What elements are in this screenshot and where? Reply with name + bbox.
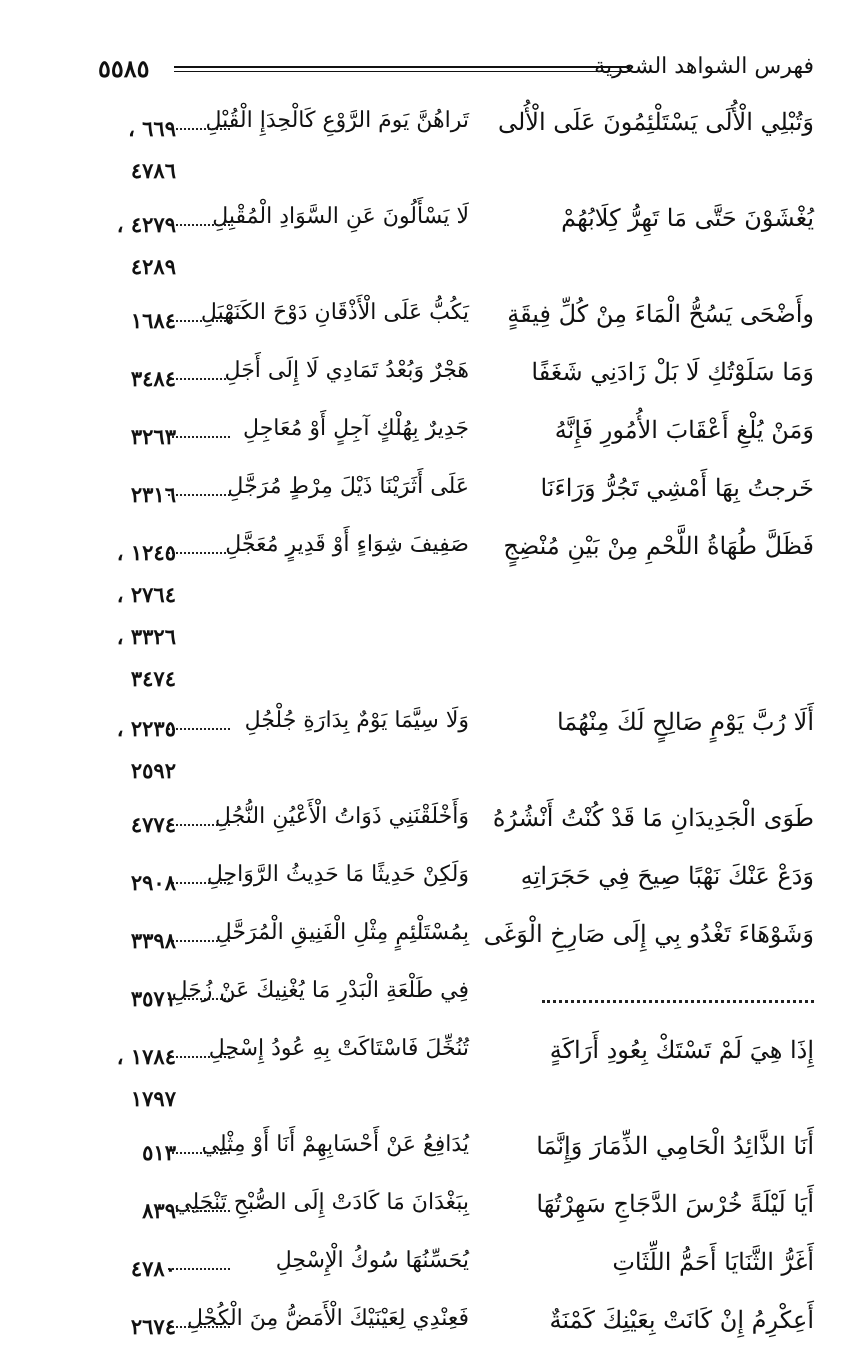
- second-hemistich: فَعِنْدِي لِعَيْنَيْكَ الْأَمَضُّ مِنَ الْكُحْلِ: [186, 1306, 469, 1331]
- verse-row: [98, 300, 814, 358]
- reference-numbers: [98, 532, 176, 700]
- verse-row: [98, 108, 814, 204]
- verse-row: [98, 978, 814, 1036]
- second-hemistich: بِبَغْدَانَ مَا كَادَتْ إِلَى الصُّبْحِ تَنْجَلِي: [174, 1190, 469, 1215]
- second-hemistich: وَلَا سِيَّمَا يَوْمٌ بِدَارَةِ جُلْجُلِ: [244, 708, 469, 733]
- second-hemistich: لَا يَسْأَلُونَ عَنِ السَّوَادِ الْمُقْبِلِ: [212, 204, 469, 229]
- second-hemistich: يُدَافِعُ عَنْ أَحْسَابِهِمْ أَنَا أَوْ مِثْلِي: [201, 1132, 469, 1157]
- verse-row: [98, 204, 814, 300]
- reference-number: ٤٢٨٩: [130, 254, 176, 279]
- leader-dots: [168, 1056, 230, 1058]
- second-hemistich: تَراهُنَّ يَومَ الرَّوْعِ كَالْحِدَإِ الْقُبْلِ: [205, 108, 469, 133]
- second-hemistich: جَدِيرٌ بِهُلْكٍ آجِلٍ أَوْ مُعَاجِلِ: [243, 416, 469, 441]
- reference-numbers: [98, 804, 176, 846]
- verse-row: [98, 920, 814, 978]
- reference-number: ٤٧٨٠: [130, 1256, 176, 1281]
- reference-numbers: [98, 474, 176, 516]
- first-hemistich: وَدَعْ عَنْكَ نَهْبًا صِيحَ فِي حَجَرَاتِهِ: [520, 862, 814, 890]
- second-hemistich: فِي طَلْعَةِ الْبَدْرِ مَا يُغْنِيكَ عَنْ زُحَلِ: [171, 978, 469, 1003]
- reference-number: ٣٣٩٨: [130, 928, 176, 953]
- reference-number: ١٢٤٥ ،: [116, 540, 176, 565]
- running-title: فهرس الشواهد الشعرية: [594, 54, 814, 79]
- first-hemistich: خَرجتُ بِهَا أَمْشِي تَجُرُّ وَرَاءَنَا: [540, 474, 814, 502]
- first-hemistich: إِذَا هِيَ لَمْ تَسْتَكْ بِعُودِ أَرَاكَةٍ: [549, 1036, 814, 1064]
- reference-numbers: [98, 1132, 176, 1174]
- reference-numbers: [98, 862, 176, 904]
- reference-number: ٢٥٩٢: [130, 758, 176, 783]
- reference-number: ١٦٨٤: [130, 308, 176, 333]
- first-hemistich: وأَضْحَى يَسُحُّ الْمَاءَ مِنْ كُلِّ فِيقَةٍ: [507, 300, 814, 328]
- reference-number: ٢٧٦٤ ،: [116, 582, 176, 607]
- reference-number: ٢٦٧٤: [130, 1314, 176, 1339]
- leader-dots: [168, 940, 230, 942]
- first-hemistich: طَوَى الْجَدِيدَانِ مَا قَدْ كُنْتُ أَنْشُرُهُ: [492, 804, 814, 832]
- leader-dots: [168, 728, 230, 730]
- second-hemistich: هَجْرٌ وَبُعْدُ تَمَادِي لَا إِلَى أَجَلِ: [224, 358, 469, 383]
- verse-row: [98, 708, 814, 804]
- first-hemistich: أَعِكْرِمُ إِنْ كَانَتْ بِعَيْنِكَ كَمْنَةٌ: [549, 1306, 814, 1334]
- verse-row: [98, 862, 814, 920]
- missing-hemistich-dots: [542, 1000, 814, 1003]
- reference-number: ٦٦٩ ،: [128, 116, 176, 141]
- second-hemistich: يُحَسِّنُهَا سُوكُ الْإِسْحِلِ: [275, 1248, 469, 1273]
- leader-dots: [168, 128, 230, 130]
- reference-numbers: [98, 358, 176, 400]
- verse-row: [98, 416, 814, 474]
- reference-numbers: [98, 978, 176, 1020]
- leader-dots: [168, 378, 230, 380]
- second-hemistich: بِمُسْتَلْئِمٍ مِثْلِ الْفَنِيقِ الْمُرَحَّلِ: [215, 920, 469, 945]
- leader-dots: [168, 1210, 230, 1212]
- leader-dots: [168, 552, 230, 554]
- reference-numbers: [98, 1190, 176, 1232]
- reference-number: ٣٥٧١: [130, 986, 176, 1011]
- second-hemistich: صَفِيفَ شِوَاءٍ أَوْ قَدِيرٍ مُعَجَّلِ: [225, 532, 469, 557]
- first-hemistich: يُغْشَوْنَ حَتَّى مَا تَهِرُّ كِلَابُهُمْ: [561, 204, 814, 232]
- verse-row: [98, 474, 814, 532]
- reference-numbers: [98, 920, 176, 962]
- verse-row: [98, 532, 814, 708]
- verse-row: [98, 1306, 814, 1364]
- first-hemistich: وَمَنْ يُلْغِ أَعْقَابَ الأُمُورِ فَإِنَّهُ: [554, 416, 814, 444]
- first-hemistich: وَتُبْلِي الْأُلَى يَسْتَلْئِمُونَ عَلَى الْأُلى: [497, 108, 814, 136]
- reference-number: ٣٣٢٦ ،: [116, 624, 176, 649]
- reference-numbers: [98, 708, 176, 792]
- reference-numbers: [98, 300, 176, 342]
- reference-number: ٥١٣: [142, 1140, 176, 1165]
- reference-numbers: [98, 1306, 176, 1348]
- leader-dots: [168, 882, 230, 884]
- reference-number: ١٧٨٤ ،: [116, 1044, 176, 1069]
- page-number: ٥٥٨٥: [98, 54, 150, 83]
- reference-number: ٤٢٧٩ ،: [116, 212, 176, 237]
- reference-numbers: [98, 1248, 176, 1290]
- verse-row: [98, 1248, 814, 1306]
- reference-numbers: [98, 1036, 176, 1120]
- first-hemistich: وَمَا سَلَوْتُكِ لَا بَلْ زَادَنِي شَغَفًا: [531, 358, 814, 386]
- reference-number: ١٧٩٧: [130, 1086, 176, 1111]
- first-hemistich: وَشَوْهَاءَ تَغْدُو بِي إِلَى صَارِخِ الْوَغَى: [483, 920, 814, 948]
- reference-number: ٣٢٦٣: [130, 424, 176, 449]
- reference-number: ٤٧٧٤: [130, 812, 176, 837]
- reference-number: ٢٩٠٨: [130, 870, 176, 895]
- second-hemistich: تُنُخِّلَ فَاسْتَاكَتْ بِهِ عُودُ إِسْحِلِ: [208, 1036, 469, 1061]
- reference-numbers: [98, 108, 176, 192]
- page-header: [98, 54, 814, 90]
- second-hemistich: يَكُبُّ عَلَى الْأَذْقَانِ دَوْحَ الكَنَهْبَلِ: [200, 300, 469, 325]
- verse-row: [98, 1132, 814, 1190]
- first-hemistich: فَظَلَّ طُهَاةُ اللَّحْمِ مِنْ بَيْنِ مُنْضِجٍ: [503, 532, 814, 560]
- verse-row: [98, 358, 814, 416]
- verse-row: [98, 804, 814, 862]
- reference-number: ٨٣٩: [142, 1198, 176, 1223]
- leader-dots: [168, 436, 230, 438]
- first-hemistich: أَلَا رُبَّ يَوْمٍ صَالِحٍ لَكَ مِنْهُمَا: [556, 708, 814, 736]
- reference-numbers: [98, 416, 176, 458]
- reference-number: ٣٤٧٤: [130, 666, 176, 691]
- leader-dots: [168, 320, 230, 322]
- header-rule: [174, 66, 630, 72]
- first-hemistich: أَيَا لَيْلَةً خُرْسَ الدَّجَاجِ سَهِرْتُهَا: [536, 1190, 814, 1218]
- verse-index-list: [98, 108, 814, 1364]
- first-hemistich: أَنَا الذَّائِدُ الْحَامِي الذِّمَارَ وَإِنَّمَا: [536, 1132, 814, 1160]
- reference-number: ٤٧٨٦: [130, 158, 176, 183]
- second-hemistich: وَأَخْلَقْنَنِي ذَوَاتُ الْأَعْيُنِ النُّجُلِ: [214, 804, 469, 829]
- leader-dots: [168, 224, 230, 226]
- reference-number: ٢٢٣٥ ،: [116, 716, 176, 741]
- leader-dots: [168, 1152, 230, 1154]
- reference-numbers: [98, 204, 176, 288]
- verse-row: [98, 1036, 814, 1132]
- leader-dots: [168, 494, 230, 496]
- verse-row: [98, 1190, 814, 1248]
- second-hemistich: عَلَى أَثَرَيْنَا ذَيْلَ مِرْطٍ مُرَجَّلِ: [227, 474, 469, 499]
- first-hemistich: أَغَرُّ الثَّنَايَا أَحَمُّ اللِّثَاتِ: [612, 1248, 814, 1276]
- second-hemistich: وَلَكِنْ حَدِيثًا مَا حَدِيثُ الرَّوَاحِلِ: [206, 862, 469, 887]
- reference-number: ٣٤٨٤: [130, 366, 176, 391]
- leader-dots: [168, 1268, 230, 1270]
- leader-dots: [168, 998, 230, 1000]
- leader-dots: [168, 1326, 230, 1328]
- reference-number: ٢٣١٦: [130, 482, 176, 507]
- leader-dots: [168, 824, 230, 826]
